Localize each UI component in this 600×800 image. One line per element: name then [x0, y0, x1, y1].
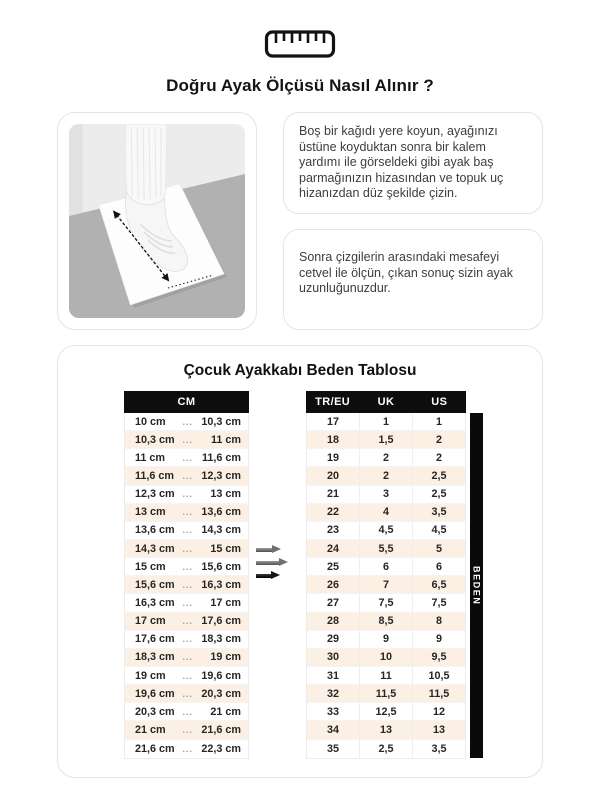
- uk-value: 9: [360, 631, 413, 648]
- size-table-row: [307, 504, 465, 522]
- range-separator: ...: [182, 724, 193, 735]
- cm-table-header: CM: [124, 391, 249, 413]
- range-separator: ...: [182, 652, 193, 663]
- cm-min-value: 21 cm: [135, 723, 166, 736]
- us-value: 5: [435, 542, 442, 555]
- uk-value: 3: [360, 486, 413, 503]
- us-value: 3,5: [431, 506, 447, 519]
- cm-max-value: 20,3 cm: [201, 687, 241, 700]
- range-separator: ...: [182, 579, 193, 590]
- tr-eu-value: 25: [307, 558, 360, 575]
- range-separator: ...: [182, 688, 193, 699]
- cm-min-value: 15,6 cm: [135, 578, 175, 591]
- range-separator: ...: [182, 597, 193, 608]
- cm-min-value: 17 cm: [135, 615, 166, 628]
- range-separator: ...: [182, 525, 193, 536]
- arrow-right-icon: [256, 571, 298, 580]
- size-table-row: [307, 721, 465, 739]
- range-separator: ...: [182, 706, 193, 717]
- foot-measure-image: [69, 124, 245, 318]
- arrow-right-icon: [256, 558, 298, 567]
- instruction-text-1: Boş bir kağıdı yere koyun, ayağınızı üstüne koyduktan sonra bir kalem yardımı ile görseldeki gibi ayak baş parmağınızın hizasından ve topuk uç hizanızdan düz şekilde çizin.: [299, 124, 504, 201]
- cm-max-value: 14,3 cm: [201, 524, 241, 537]
- uk-value: 11: [360, 667, 413, 684]
- tr-eu-value: 29: [307, 631, 360, 648]
- cm-max-value: 15,6 cm: [201, 560, 241, 573]
- instruction-card-2: [283, 229, 543, 330]
- range-separator: ...: [182, 616, 193, 627]
- cm-min-value: 21,6 cm: [135, 742, 175, 755]
- range-separator: ...: [182, 507, 193, 518]
- range-separator: ...: [182, 634, 193, 645]
- how-to-section: [57, 112, 543, 330]
- uk-value: 7,5: [360, 594, 413, 611]
- cm-min-value: 13 cm: [135, 506, 166, 519]
- cm-min-value: 10,3 cm: [135, 433, 175, 446]
- tr-eu-value: 18: [307, 431, 360, 448]
- us-value: 13: [432, 723, 445, 736]
- instruction-card-1: [283, 112, 543, 214]
- header-uk: UK: [377, 396, 395, 408]
- range-separator: ...: [182, 434, 193, 445]
- size-conversion-table: [306, 391, 466, 759]
- range-separator: ...: [182, 543, 193, 554]
- tr-eu-value: 33: [307, 703, 360, 720]
- tr-eu-value: 22: [307, 504, 360, 521]
- cm-table-row: [125, 522, 248, 540]
- cm-max-value: 17 cm: [210, 596, 241, 609]
- us-value: 12: [432, 705, 445, 718]
- cm-min-value: 18,3 cm: [135, 651, 175, 664]
- cm-min-value: 14,3 cm: [135, 542, 175, 555]
- cm-table-row: [125, 431, 248, 449]
- instructions-column: [283, 112, 543, 330]
- tr-eu-value: 21: [307, 486, 360, 503]
- tr-eu-value: 34: [307, 721, 360, 738]
- size-table-title: Çocuk Ayakkabı Beden Tablosu: [183, 362, 417, 379]
- cm-max-value: 21 cm: [210, 705, 241, 718]
- cm-table-row: [125, 613, 248, 631]
- size-table-row: [307, 649, 465, 667]
- us-value: 2: [435, 433, 442, 446]
- uk-value: 4: [360, 504, 413, 521]
- cm-max-value: 10,3 cm: [201, 415, 241, 428]
- size-table-row: [307, 467, 465, 485]
- size-table-row: [307, 631, 465, 649]
- us-value: 9: [435, 633, 442, 646]
- range-separator: ...: [182, 743, 193, 754]
- uk-value: 5,5: [360, 540, 413, 557]
- uk-value: 2,5: [360, 740, 413, 758]
- us-value: 2,5: [431, 469, 447, 482]
- size-table-row: [307, 594, 465, 612]
- cm-table-row: [125, 486, 248, 504]
- range-separator: ...: [182, 416, 193, 427]
- size-table-header-row: [306, 391, 466, 413]
- cm-min-value: 16,3 cm: [135, 596, 175, 609]
- cm-max-value: 18,3 cm: [201, 633, 241, 646]
- cm-table-row: [125, 467, 248, 485]
- tr-eu-value: 30: [307, 649, 360, 666]
- uk-value: 2: [360, 467, 413, 484]
- cm-table-row: [125, 703, 248, 721]
- size-table-row: [307, 667, 465, 685]
- cm-table-row: [125, 740, 248, 758]
- cm-max-value: 21,6 cm: [201, 723, 241, 736]
- us-value: 1: [435, 415, 442, 428]
- tr-eu-value: 20: [307, 467, 360, 484]
- uk-value: 7: [360, 576, 413, 593]
- cm-max-value: 19 cm: [210, 651, 241, 664]
- size-table-row: [307, 431, 465, 449]
- cm-table-row: [125, 594, 248, 612]
- us-value: 3,5: [431, 742, 447, 755]
- tr-eu-value: 17: [307, 413, 360, 430]
- size-table-row: [307, 740, 465, 758]
- cm-table: [124, 391, 249, 759]
- cm-table-row: [125, 576, 248, 594]
- cm-max-value: 22,3 cm: [201, 742, 241, 755]
- us-value: 2: [435, 451, 442, 464]
- cm-min-value: 17,6 cm: [135, 633, 175, 646]
- tr-eu-value: 23: [307, 522, 360, 539]
- us-value: 6: [435, 560, 442, 573]
- range-separator: ...: [182, 470, 193, 481]
- beden-side-label: BEDEN: [471, 565, 482, 606]
- tr-eu-value: 27: [307, 594, 360, 611]
- us-value: 8: [435, 615, 442, 628]
- cm-min-value: 11,6 cm: [135, 469, 175, 482]
- header-us: US: [431, 396, 448, 408]
- tr-eu-value: 31: [307, 667, 360, 684]
- size-table-row: [307, 540, 465, 558]
- cm-table-row: [125, 504, 248, 522]
- cm-min-value: 10 cm: [135, 415, 166, 428]
- cm-max-value: 12,3 cm: [201, 469, 241, 482]
- cm-max-value: 15 cm: [210, 542, 241, 555]
- size-table-row: [307, 576, 465, 594]
- cm-table-row: [125, 685, 248, 703]
- cm-min-value: 13,6 cm: [135, 524, 175, 537]
- cm-max-value: 19,6 cm: [201, 669, 241, 682]
- tr-eu-value: 35: [307, 740, 360, 758]
- cm-max-value: 13 cm: [210, 488, 241, 501]
- cm-min-value: 20,3 cm: [135, 705, 175, 718]
- size-table-row: [307, 558, 465, 576]
- size-table-card: [57, 345, 543, 778]
- conversion-arrows-icon: [256, 545, 298, 584]
- instruction-text-2: Sonra çizgilerin arasındaki mesafeyi cetvel ile ölçün, çıkan sonuç sizin ayak uzunluğunuzdur.: [299, 249, 513, 296]
- cm-table-row: [125, 649, 248, 667]
- uk-value: 1,5: [360, 431, 413, 448]
- cm-table-row: [125, 631, 248, 649]
- size-table-body: [306, 413, 466, 759]
- size-table-row: [307, 685, 465, 703]
- uk-value: 6: [360, 558, 413, 575]
- uk-value: 1: [360, 413, 413, 430]
- uk-value: 13: [360, 721, 413, 738]
- us-value: 4,5: [431, 524, 447, 537]
- us-value: 11,5: [428, 687, 450, 700]
- ruler-icon: [0, 28, 600, 60]
- us-value: 10,5: [428, 669, 450, 682]
- size-table-row: [307, 703, 465, 721]
- cm-table-row: [125, 540, 248, 558]
- cm-table-row: [125, 721, 248, 739]
- us-value: 2,5: [431, 488, 447, 501]
- range-separator: ...: [182, 670, 193, 681]
- cm-min-value: 15 cm: [135, 560, 166, 573]
- header-tr-eu: TR/EU: [315, 396, 351, 408]
- us-value: 7,5: [431, 596, 447, 609]
- cm-max-value: 11,6 cm: [201, 451, 241, 464]
- us-value: 9,5: [431, 651, 447, 664]
- cm-table-row: [125, 667, 248, 685]
- uk-value: 10: [360, 649, 413, 666]
- tr-eu-value: 32: [307, 685, 360, 702]
- size-table-row: [307, 413, 465, 431]
- range-separator: ...: [182, 489, 193, 500]
- cm-max-value: 17,6 cm: [201, 615, 241, 628]
- size-table-row: [307, 613, 465, 631]
- us-value: 6,5: [431, 578, 447, 591]
- cm-min-value: 12,3 cm: [135, 488, 175, 501]
- uk-value: 11,5: [360, 685, 413, 702]
- tr-eu-value: 24: [307, 540, 360, 557]
- uk-value: 2: [360, 449, 413, 466]
- cm-max-value: 11 cm: [210, 433, 241, 446]
- cm-table-row: [125, 413, 248, 431]
- cm-table-row: [125, 449, 248, 467]
- cm-min-value: 11 cm: [135, 451, 166, 464]
- cm-table-row: [125, 558, 248, 576]
- tr-eu-value: 26: [307, 576, 360, 593]
- tr-eu-value: 28: [307, 613, 360, 630]
- range-separator: ...: [182, 452, 193, 463]
- size-table-row: [307, 522, 465, 540]
- beden-side-bar: [470, 413, 483, 758]
- foot-measure-image-card: [57, 112, 257, 330]
- uk-value: 12,5: [360, 703, 413, 720]
- size-table-row: [307, 449, 465, 467]
- range-separator: ...: [182, 561, 193, 572]
- cm-min-value: 19 cm: [135, 669, 166, 682]
- cm-max-value: 16,3 cm: [201, 578, 241, 591]
- tr-eu-value: 19: [307, 449, 360, 466]
- cm-min-value: 19,6 cm: [135, 687, 175, 700]
- cm-table-body: [124, 413, 249, 759]
- uk-value: 8,5: [360, 613, 413, 630]
- arrow-right-icon: [256, 545, 298, 554]
- cm-max-value: 13,6 cm: [201, 506, 241, 519]
- page-title: Doğru Ayak Ölçüsü Nasıl Alınır ?: [166, 76, 434, 95]
- size-table-row: [307, 486, 465, 504]
- uk-value: 4,5: [360, 522, 413, 539]
